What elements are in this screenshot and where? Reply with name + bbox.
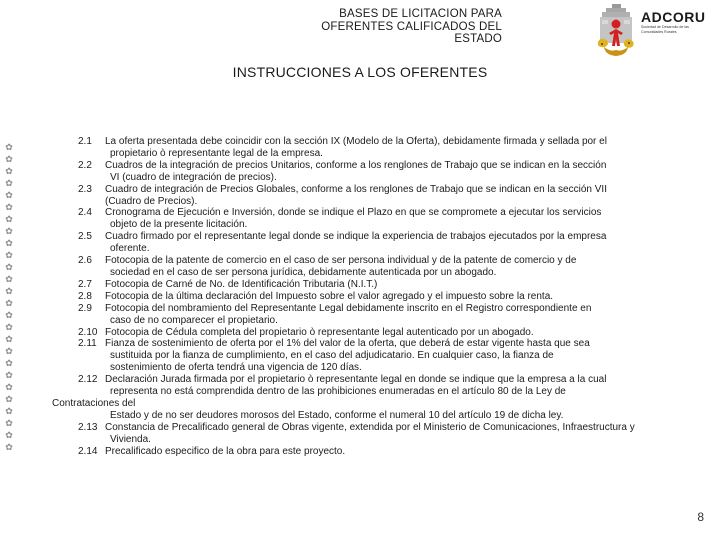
item-text-line: objeto de la presente licitación. [110, 219, 248, 231]
item-text-line: sociedad en el caso de ser persona jurídica, debidamente autenticada por un abogado. [110, 266, 497, 278]
item-text-line: sustituida por la fianza de cumplimiento, en el caso del adjudicatario. En cualquier caso, la fianza de [110, 350, 554, 362]
list-item [52, 446, 704, 458]
item-number: 2.1 [78, 136, 92, 147]
list-item [52, 255, 704, 279]
header-title [300, 8, 502, 46]
item-text-line: Fotocopia del nombramiento del Representante Legal debidamente inscrito en el Registro correspondiente en [105, 302, 592, 314]
list-item [52, 136, 704, 160]
item-number: 2.9 [78, 302, 92, 314]
list-item [52, 422, 704, 446]
flower-bullet-icon: ✿ [5, 250, 13, 260]
item-number: 2.6 [78, 255, 92, 267]
flower-bullet-icon: ✿ [5, 346, 13, 356]
item-text-line: La oferta presentada debe coincidir con la sección IX (Modelo de la Oferta), debidamente firmada y sellada por el [105, 136, 607, 147]
item-number: 2.12 [78, 374, 98, 386]
section-title: INSTRUCCIONES A LOS OFERENTES [232, 64, 488, 80]
flower-bullet-icon: ✿ [5, 394, 13, 404]
item-text-line: oferente. [110, 243, 150, 255]
item-number: 2.7 [78, 278, 92, 290]
flower-bullet-icon: ✿ [5, 190, 13, 200]
item-text-line: Estado y de no ser deudores morosos del Estado, conforme el numeral 10 del artículo 19 de dicha ley. [110, 409, 564, 421]
item-text-line: sostenimiento de oferta tendrá una vigencia de 120 días. [110, 362, 362, 374]
flower-bullet-icon: ✿ [5, 310, 13, 320]
list-item [52, 207, 704, 231]
list-item [52, 338, 704, 374]
item-text-line: Fotocopia de Cédula completa del propietario ò representante legal autenticado por un abogado. [105, 326, 534, 338]
item-text-line: Fotocopia de la patente de comercio en el caso de ser persona individual y de la patente de comercio y de [105, 255, 577, 267]
list-item [52, 291, 704, 303]
flower-bullet-icon: ✿ [5, 178, 13, 188]
item-text-line: Vivienda. [110, 433, 151, 445]
header-title-line: BASES DE LICITACION PARA [339, 8, 502, 20]
item-text-line: Fotocopia de la última declaración del Impuesto sobre el valor agregado y el impuesto sobre la renta. [105, 290, 554, 302]
item-number: 2.10 [78, 326, 98, 338]
logo-subtitle [641, 25, 711, 34]
item-text-line: Declaración Jurada firmada por el propietario ò representante legal en donde se indique que la empresa a la cual [105, 374, 607, 386]
list-item [52, 327, 704, 339]
item-text-line: Contrataciones del [52, 397, 136, 409]
flower-bullet-icon: ✿ [5, 298, 13, 308]
flower-bullet-icon: ✿ [5, 226, 13, 236]
bullet-column [2, 141, 16, 453]
flower-bullet-icon: ✿ [5, 370, 13, 380]
page-number: 8 [697, 510, 704, 524]
instructions-list [52, 136, 704, 457]
list-item [52, 184, 704, 208]
flower-bullet-icon: ✿ [5, 274, 13, 284]
flower-bullet-icon: ✿ [5, 442, 13, 452]
list-item [52, 374, 704, 422]
list-item [52, 160, 704, 184]
flower-bullet-icon: ✿ [5, 166, 13, 176]
flower-bullet-icon: ✿ [5, 322, 13, 332]
flower-bullet-icon: ✿ [5, 154, 13, 164]
flower-bullet-icon: ✿ [5, 406, 13, 416]
item-number: 2.3 [78, 183, 92, 195]
item-text-line: (Cuadro de Precios). [105, 195, 198, 207]
item-number: 2.4 [78, 207, 92, 219]
item-number: 2.11 [78, 338, 97, 350]
item-text-line: Fianza de sostenimiento de oferta por el 1% del valor de la oferta, que deberá de estar vigente hasta que sea [105, 338, 590, 350]
item-number: 2.8 [78, 290, 92, 302]
header-title-line: ESTADO [454, 33, 502, 45]
item-text-line: Constancia de Precalificado general de Obras vigente, extendida por el Ministerio de Comunicaciones, Infraestructura y [105, 421, 635, 433]
flower-bullet-icon: ✿ [5, 418, 13, 428]
item-text-line: Cuadro de integración de Precios Globales, conforme a los renglones de Trabajo que se indican en la sección VII [105, 183, 607, 195]
item-text-line: representa no está comprendida dentro de las prohibiciones enumeradas en el artículo 80 de la Ley de [110, 386, 566, 398]
logo-subtitle-line: Sociedad de Desarrollo de las [641, 25, 689, 29]
item-number: 2.5 [78, 231, 92, 243]
item-number: 2.13 [78, 421, 98, 433]
flower-bullet-icon: ✿ [5, 286, 13, 296]
item-text-line: propietario ò representante legal de la empresa. [110, 147, 323, 159]
item-text-line: Precalificado especifico de la obra para este proyecto. [105, 445, 346, 457]
flower-bullet-icon: ✿ [5, 142, 13, 152]
logo-wordmark: ADCORU [641, 9, 706, 25]
list-item [52, 231, 704, 255]
flower-bullet-icon: ✿ [5, 334, 13, 344]
item-number: 2.14 [78, 445, 98, 457]
flower-bullet-icon: ✿ [5, 238, 13, 248]
flower-bullet-icon: ✿ [5, 262, 13, 272]
item-text-line: Cronograma de Ejecución e Inversión, donde se indique el Plazo en que se compromete a ejecutar los servicios [105, 207, 602, 219]
adcoru-emblem-icon [590, 2, 642, 62]
item-text-line: caso de no comparecer el propietario. [110, 314, 278, 326]
adcoru-logo [590, 2, 718, 64]
header-title-line: OFERENTES CALIFICADOS DEL [321, 20, 502, 33]
flower-bullet-icon: ✿ [5, 430, 13, 440]
item-number: 2.2 [78, 159, 92, 171]
list-item [52, 279, 704, 291]
flower-bullet-icon: ✿ [5, 358, 13, 368]
list-item [52, 303, 704, 327]
item-text-line: Cuadros de la integración de precios Unitarios, conforme a los renglones de Trabajo que se indican en la sección [105, 159, 607, 171]
flower-bullet-icon: ✿ [5, 202, 13, 212]
item-text-line: Fotocopia de Carné de No. de Identificación Tributaria (N.I.T.) [105, 278, 378, 290]
logo-subtitle-line: Comunidades Rurales [641, 29, 677, 34]
item-text-line: Cuadro firmado por el representante legal donde se indique la experiencia de trabajos ejecutados por la empresa [105, 231, 607, 243]
flower-bullet-icon: ✿ [5, 382, 13, 392]
item-text-line: VI (cuadro de integración de precios). [110, 171, 277, 183]
flower-bullet-icon: ✿ [5, 214, 13, 224]
